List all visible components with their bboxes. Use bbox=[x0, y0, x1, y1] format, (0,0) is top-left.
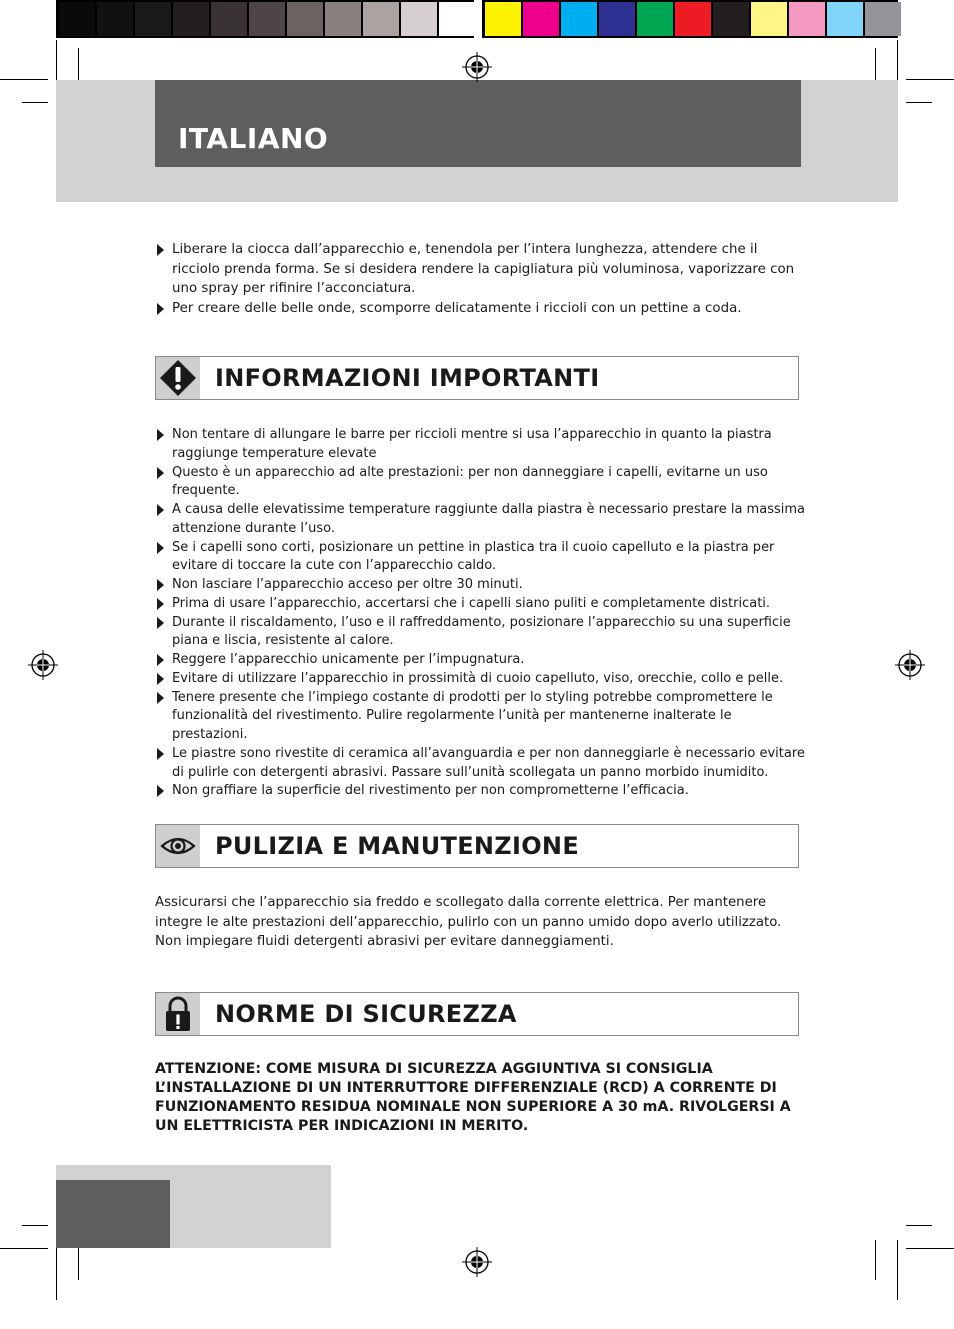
colour-swatch bbox=[59, 2, 95, 36]
list-item: Non tentare di allungare le barre per riccioli mentre si usa l’apparecchio in quanto la piastra raggiunge temperature elevate bbox=[155, 426, 805, 464]
section-header-cleaning bbox=[155, 824, 799, 868]
list-item: Non lasciare l’apparecchio acceso per oltre 30 minuti. bbox=[155, 576, 805, 595]
colour-swatch bbox=[249, 2, 285, 36]
list-item: Se i capelli sono corti, posizionare un pettine in plastica tra il cuoio capelluto e la piastra per evitare di toccare la cute con l’apparecchio caldo. bbox=[155, 539, 805, 577]
colour-swatch bbox=[751, 2, 787, 36]
colour-swatch bbox=[789, 2, 825, 36]
colour-swatch bbox=[599, 2, 635, 36]
list-item: Liberare la ciocca dall’apparecchio e, tenendola per l’intera lunghezza, attendere che il ricciolo prenda forma. Se si desidera rendere la capigliatura più voluminosa, vaporizzare con uno spray per rifinire l’acconciatura. bbox=[155, 240, 805, 299]
cleaning-paragraph: Assicurarsi che l’apparecchio sia freddo e scollegato dalla corrente elettrica. Per mantenere integre le alte prestazioni dell’apparecchio, pulirlo con un panno umido dopo averlo utilizzato. Non impiegare fluidi detergenti abrasivi per evitare danneggiamenti. bbox=[155, 895, 782, 949]
list-item: Tenere presente che l’impiego costante di prodotti per lo styling potrebbe compromettere le funzionalità del rivestimento. Pulire regolarmente l’unità per mantenerne inalterate le prestazioni. bbox=[155, 689, 805, 745]
warning-diamond-icon bbox=[156, 357, 200, 399]
crop-mark bbox=[906, 102, 932, 103]
colour-swatch bbox=[675, 2, 711, 36]
colour-swatch bbox=[97, 2, 133, 36]
crop-mark bbox=[906, 79, 954, 80]
eye-icon bbox=[156, 825, 200, 867]
colour-swatch bbox=[523, 2, 559, 36]
colour-swatch bbox=[827, 2, 863, 36]
list-item: Le piastre sono rivestite di ceramica all’avanguardia e per non danneggiarle è necessario evitare di pulirle con detergenti abrasivi. Passare sull’unità scollegata un panno morbido inumidito. bbox=[155, 745, 805, 783]
list-item: Durante il riscaldamento, l’uso e il raffreddamento, posizionare l’apparecchio su una superficie piana e liscia, resistente al calore. bbox=[155, 614, 805, 652]
section-title: INFORMAZIONI IMPORTANTI bbox=[215, 364, 600, 392]
registration-target-icon bbox=[462, 52, 492, 82]
crop-mark bbox=[22, 1225, 48, 1226]
list-item: Non graffiare la superficie del rivestimento per non comprometterne l’efficacia. bbox=[155, 782, 805, 801]
section-title: NORME DI SICUREZZA bbox=[215, 1000, 517, 1028]
colour-swatch bbox=[713, 2, 749, 36]
colour-swatch bbox=[173, 2, 209, 36]
colour-swatch bbox=[363, 2, 399, 36]
list-item: Reggere l’apparecchio unicamente per l’impugnatura. bbox=[155, 651, 805, 670]
colour-swatch bbox=[485, 2, 521, 36]
colour-swatch bbox=[561, 2, 597, 36]
section-header-safety bbox=[155, 992, 799, 1036]
colour-bar bbox=[484, 0, 902, 38]
registration-target-icon bbox=[895, 650, 925, 680]
crop-mark bbox=[906, 1225, 932, 1226]
registration-target-icon bbox=[462, 1247, 492, 1277]
safety-warning-text: ATTENZIONE: COME MISURA DI SICUREZZA AGGIUNTIVA SI CONSIGLIA L’INSTALLAZIONE DI UN INTERRUTTORE DIFFERENZIALE (RCD) A CORRENTE DI FUNZIONAMENTO RESIDUA NOMINALE NON SUPERIORE A 30 mA. RIVOLGERSI A UN ELETTRICISTA PER INDICAZIONI IN MERITO. bbox=[155, 1061, 791, 1134]
colour-swatch bbox=[401, 2, 437, 36]
list-item: Per creare delle belle onde, scomporre delicatamente i riccioli con un pettine a coda. bbox=[155, 299, 805, 319]
colour-swatch bbox=[135, 2, 171, 36]
colour-swatch bbox=[865, 2, 901, 36]
list-item: A causa delle elevatissime temperature raggiunte dalla piastra è necessario prestare la massima attenzione durante l’uso. bbox=[155, 501, 805, 539]
footer-band bbox=[56, 1180, 170, 1248]
crop-mark bbox=[0, 1248, 48, 1249]
page-title: ITALIANO bbox=[178, 122, 329, 155]
crop-mark bbox=[906, 1248, 954, 1249]
list-item: Evitare di utilizzare l’apparecchio in prossimità di cuoio capelluto, viso, orecchie, collo e pelle. bbox=[155, 670, 805, 689]
colour-swatch bbox=[325, 2, 361, 36]
crop-mark bbox=[0, 79, 48, 80]
grayscale-bar bbox=[58, 0, 476, 38]
section-title: PULIZIA E MANUTENZIONE bbox=[215, 832, 580, 860]
crop-mark bbox=[22, 102, 48, 103]
colour-swatch bbox=[287, 2, 323, 36]
padlock-icon bbox=[156, 993, 200, 1035]
crop-mark bbox=[897, 1240, 898, 1300]
intro-bullet-list bbox=[155, 240, 805, 318]
important-bullet-list bbox=[155, 426, 805, 801]
colour-swatch bbox=[637, 2, 673, 36]
registration-target-icon bbox=[28, 650, 58, 680]
crop-mark bbox=[875, 1240, 876, 1280]
list-item: Questo è un apparecchio ad alte prestazioni: per non danneggiare i capelli, evitarne un uso frequente. bbox=[155, 464, 805, 502]
colour-swatch bbox=[439, 2, 475, 36]
colour-swatch bbox=[211, 2, 247, 36]
list-item: Prima di usare l’apparecchio, accertarsi che i capelli siano puliti e completamente districati. bbox=[155, 595, 805, 614]
section-header-important bbox=[155, 356, 799, 400]
crop-mark bbox=[56, 1240, 57, 1300]
